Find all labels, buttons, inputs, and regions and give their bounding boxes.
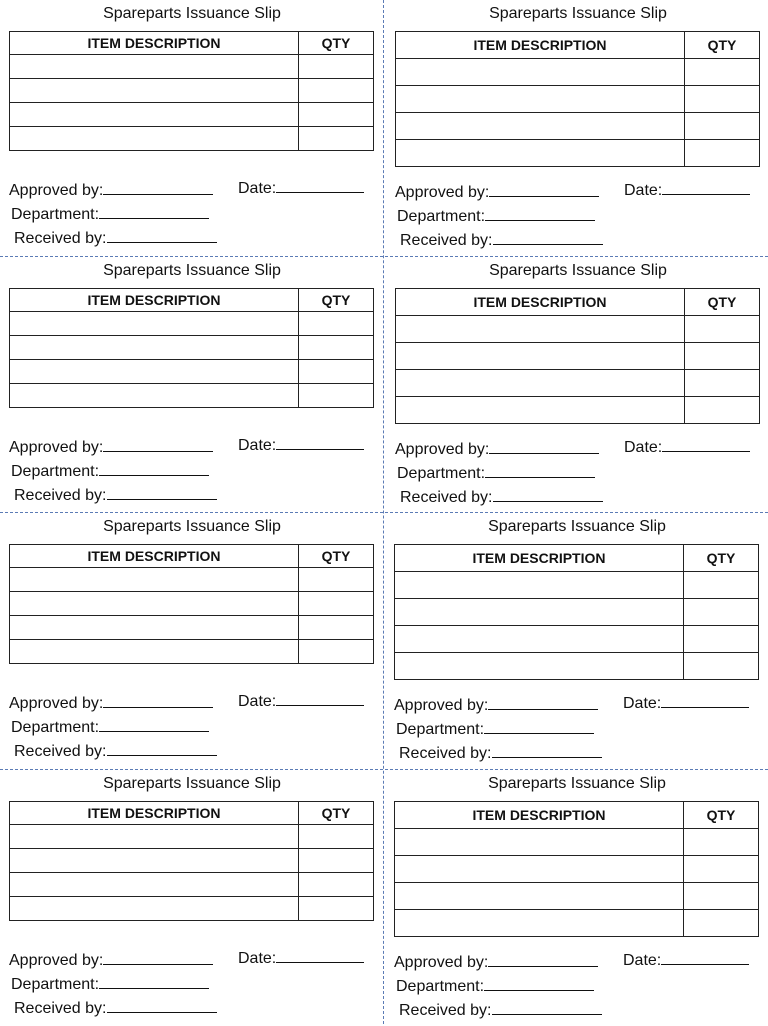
- received-by-field[interactable]: [493, 487, 603, 502]
- approved-by-field[interactable]: [488, 952, 598, 967]
- slip-title: Spareparts Issuance Slip: [103, 5, 281, 22]
- received-by-label: Received by:: [14, 1000, 107, 1017]
- date-line: [238, 691, 364, 712]
- table-row: [10, 825, 374, 849]
- department-line: [11, 204, 209, 225]
- item-description-header: ITEM DESCRIPTION: [10, 32, 299, 55]
- table-row: [10, 360, 374, 384]
- items-table: [9, 288, 374, 408]
- approved-by-field[interactable]: [488, 695, 598, 710]
- item-description-cell[interactable]: [395, 856, 684, 883]
- received-by-line: [14, 998, 217, 1019]
- qty-cell[interactable]: [299, 360, 374, 384]
- date-line: [624, 180, 750, 201]
- approved-by-label: Approved by:: [395, 184, 490, 201]
- table-header-row: [396, 289, 760, 316]
- department-label: Department:: [11, 719, 100, 736]
- received-by-line: [399, 743, 602, 764]
- table-row: [396, 343, 760, 370]
- table-row: [10, 592, 374, 616]
- qty-cell[interactable]: [684, 626, 759, 653]
- received-by-label: Received by:: [400, 489, 493, 506]
- table-header-row: [10, 289, 374, 312]
- date-label: Date:: [624, 439, 663, 456]
- slip-title: Spareparts Issuance Slip: [489, 5, 667, 22]
- qty-cell[interactable]: [685, 316, 760, 343]
- item-description-cell[interactable]: [395, 829, 684, 856]
- issuance-slip: [394, 770, 760, 1026]
- approved-by-field[interactable]: [489, 439, 599, 454]
- approved-by-label: Approved by:: [395, 441, 490, 458]
- table-header-row: [10, 802, 374, 825]
- table-row: [396, 140, 760, 167]
- date-field[interactable]: [276, 178, 364, 193]
- items-table: [9, 801, 374, 921]
- approved-by-field[interactable]: [103, 693, 213, 708]
- approved-by-label: Approved by:: [394, 954, 489, 971]
- department-field[interactable]: [484, 719, 594, 734]
- approved-by-field[interactable]: [489, 182, 599, 197]
- approved-by-line: [9, 180, 213, 201]
- item-description-cell[interactable]: [10, 616, 299, 640]
- item-description-cell[interactable]: [10, 384, 299, 408]
- items-table: [394, 801, 759, 937]
- table-row: [395, 572, 759, 599]
- department-line: [11, 461, 209, 482]
- date-line: [624, 437, 750, 458]
- item-description-cell[interactable]: [10, 873, 299, 897]
- item-description-cell[interactable]: [396, 59, 685, 86]
- received-by-label: Received by:: [14, 743, 107, 760]
- qty-cell[interactable]: [684, 883, 759, 910]
- department-label: Department:: [397, 208, 486, 225]
- received-by-field[interactable]: [107, 741, 217, 756]
- item-description-cell[interactable]: [10, 79, 299, 103]
- item-description-header: ITEM DESCRIPTION: [396, 289, 685, 316]
- table-row: [396, 86, 760, 113]
- department-line: [11, 974, 209, 995]
- item-description-header: ITEM DESCRIPTION: [10, 545, 299, 568]
- table-row: [396, 370, 760, 397]
- table-row: [10, 79, 374, 103]
- qty-cell[interactable]: [299, 897, 374, 921]
- item-description-cell[interactable]: [395, 910, 684, 937]
- date-field[interactable]: [661, 693, 749, 708]
- approved-by-label: Approved by:: [394, 697, 489, 714]
- department-label: Department:: [11, 463, 100, 480]
- qty-cell[interactable]: [299, 336, 374, 360]
- table-row: [395, 856, 759, 883]
- approved-by-label: Approved by:: [9, 695, 104, 712]
- qty-cell[interactable]: [684, 599, 759, 626]
- qty-header: QTY: [299, 289, 374, 312]
- item-description-cell[interactable]: [396, 316, 685, 343]
- received-by-field[interactable]: [107, 485, 217, 500]
- qty-cell[interactable]: [299, 568, 374, 592]
- slip-title: Spareparts Issuance Slip: [103, 262, 281, 279]
- item-description-header: ITEM DESCRIPTION: [395, 545, 684, 572]
- qty-header: QTY: [684, 545, 759, 572]
- items-table: [394, 544, 759, 680]
- issuance-slip: [9, 257, 375, 513]
- received-by-line: [14, 485, 217, 506]
- item-description-header: ITEM DESCRIPTION: [395, 802, 684, 829]
- issuance-slip: [395, 257, 761, 513]
- table-header-row: [395, 802, 759, 829]
- items-table: [9, 31, 374, 151]
- received-by-field[interactable]: [492, 743, 602, 758]
- qty-cell[interactable]: [685, 86, 760, 113]
- department-line: [11, 717, 209, 738]
- department-field[interactable]: [99, 204, 209, 219]
- department-line: [396, 719, 594, 740]
- qty-cell[interactable]: [299, 103, 374, 127]
- qty-cell[interactable]: [299, 640, 374, 664]
- qty-cell[interactable]: [685, 113, 760, 140]
- department-label: Department:: [397, 465, 486, 482]
- approved-by-label: Approved by:: [9, 439, 104, 456]
- approved-by-line: [9, 693, 213, 714]
- issuance-slip: [9, 513, 375, 769]
- slip-title: Spareparts Issuance Slip: [103, 775, 281, 792]
- table-row: [10, 897, 374, 921]
- date-field[interactable]: [276, 691, 364, 706]
- table-row: [10, 849, 374, 873]
- table-row: [395, 653, 759, 680]
- date-field[interactable]: [276, 948, 364, 963]
- issuance-slip: [394, 513, 760, 769]
- date-line: [623, 693, 749, 714]
- date-label: Date:: [623, 952, 662, 969]
- table-row: [10, 336, 374, 360]
- item-description-cell[interactable]: [396, 397, 685, 424]
- department-field[interactable]: [485, 206, 595, 221]
- department-field[interactable]: [484, 976, 594, 991]
- date-label: Date:: [238, 950, 277, 967]
- item-description-cell[interactable]: [10, 825, 299, 849]
- item-description-cell[interactable]: [10, 568, 299, 592]
- table-row: [396, 113, 760, 140]
- qty-cell[interactable]: [685, 59, 760, 86]
- item-description-cell[interactable]: [396, 86, 685, 113]
- qty-cell[interactable]: [299, 616, 374, 640]
- item-description-cell[interactable]: [395, 626, 684, 653]
- item-description-cell[interactable]: [10, 336, 299, 360]
- approved-by-field[interactable]: [103, 180, 213, 195]
- department-field[interactable]: [99, 717, 209, 732]
- qty-header: QTY: [684, 802, 759, 829]
- item-description-header: ITEM DESCRIPTION: [10, 802, 299, 825]
- department-field[interactable]: [99, 974, 209, 989]
- item-description-cell[interactable]: [396, 370, 685, 397]
- qty-cell[interactable]: [299, 79, 374, 103]
- item-description-cell[interactable]: [10, 640, 299, 664]
- table-row: [10, 568, 374, 592]
- date-line: [623, 950, 749, 971]
- slip-title: Spareparts Issuance Slip: [489, 262, 667, 279]
- received-by-field[interactable]: [107, 228, 217, 243]
- issuance-slip: [9, 0, 375, 256]
- qty-cell[interactable]: [685, 140, 760, 167]
- item-description-cell[interactable]: [10, 127, 299, 151]
- table-row: [10, 103, 374, 127]
- qty-header: QTY: [685, 289, 760, 316]
- department-label: Department:: [396, 978, 485, 995]
- table-header-row: [10, 545, 374, 568]
- table-header-row: [395, 545, 759, 572]
- items-table: [395, 31, 760, 167]
- approved-by-line: [9, 950, 213, 971]
- item-description-header: ITEM DESCRIPTION: [10, 289, 299, 312]
- date-line: [238, 948, 364, 969]
- received-by-line: [14, 741, 217, 762]
- received-by-line: [399, 1000, 602, 1021]
- table-row: [395, 829, 759, 856]
- date-label: Date:: [238, 437, 277, 454]
- item-description-cell[interactable]: [10, 312, 299, 336]
- qty-cell[interactable]: [684, 829, 759, 856]
- received-by-label: Received by:: [14, 230, 107, 247]
- received-by-field[interactable]: [493, 230, 603, 245]
- qty-cell[interactable]: [684, 910, 759, 937]
- table-row: [395, 599, 759, 626]
- item-description-cell[interactable]: [395, 599, 684, 626]
- qty-cell[interactable]: [299, 127, 374, 151]
- table-row: [395, 910, 759, 937]
- items-table: [395, 288, 760, 424]
- department-label: Department:: [11, 976, 100, 993]
- qty-cell[interactable]: [684, 653, 759, 680]
- department-field[interactable]: [485, 463, 595, 478]
- received-by-line: [14, 228, 217, 249]
- received-by-field[interactable]: [492, 1000, 602, 1015]
- qty-cell[interactable]: [299, 384, 374, 408]
- table-row: [395, 883, 759, 910]
- received-by-field[interactable]: [107, 998, 217, 1013]
- date-field[interactable]: [276, 435, 364, 450]
- table-row: [10, 127, 374, 151]
- issuance-slip: [395, 0, 761, 256]
- item-description-cell[interactable]: [10, 592, 299, 616]
- item-description-cell[interactable]: [396, 113, 685, 140]
- items-table: [9, 544, 374, 664]
- received-by-line: [400, 230, 603, 251]
- qty-header: QTY: [299, 545, 374, 568]
- qty-cell[interactable]: [685, 370, 760, 397]
- date-label: Date:: [623, 695, 662, 712]
- table-row: [10, 312, 374, 336]
- table-header-row: [10, 32, 374, 55]
- qty-header: QTY: [299, 32, 374, 55]
- table-header-row: [396, 32, 760, 59]
- qty-cell[interactable]: [299, 55, 374, 79]
- qty-cell[interactable]: [299, 592, 374, 616]
- table-row: [10, 384, 374, 408]
- qty-cell[interactable]: [684, 856, 759, 883]
- received-by-label: Received by:: [399, 745, 492, 762]
- item-description-cell[interactable]: [395, 883, 684, 910]
- item-description-cell[interactable]: [395, 653, 684, 680]
- item-description-cell[interactable]: [10, 849, 299, 873]
- table-row: [395, 626, 759, 653]
- table-row: [10, 873, 374, 897]
- item-description-header: ITEM DESCRIPTION: [396, 32, 685, 59]
- table-row: [10, 55, 374, 79]
- approved-by-label: Approved by:: [9, 182, 104, 199]
- table-row: [10, 616, 374, 640]
- qty-cell[interactable]: [684, 572, 759, 599]
- date-line: [238, 178, 364, 199]
- department-line: [397, 463, 595, 484]
- table-row: [10, 640, 374, 664]
- item-description-cell[interactable]: [10, 360, 299, 384]
- qty-cell[interactable]: [299, 849, 374, 873]
- received-by-line: [400, 487, 603, 508]
- table-row: [396, 59, 760, 86]
- received-by-label: Received by:: [400, 232, 493, 249]
- slip-title: Spareparts Issuance Slip: [488, 518, 666, 535]
- approved-by-line: [394, 952, 598, 973]
- item-description-cell[interactable]: [10, 897, 299, 921]
- item-description-cell[interactable]: [395, 572, 684, 599]
- date-label: Date:: [624, 182, 663, 199]
- approved-by-line: [395, 439, 599, 460]
- date-field[interactable]: [662, 437, 750, 452]
- date-label: Date:: [238, 180, 277, 197]
- item-description-cell[interactable]: [10, 55, 299, 79]
- qty-cell[interactable]: [299, 873, 374, 897]
- date-field[interactable]: [661, 950, 749, 965]
- department-field[interactable]: [99, 461, 209, 476]
- date-label: Date:: [238, 693, 277, 710]
- received-by-label: Received by:: [399, 1002, 492, 1019]
- issuance-slip: [9, 770, 375, 1026]
- qty-cell[interactable]: [685, 397, 760, 424]
- qty-cell[interactable]: [685, 343, 760, 370]
- item-description-cell[interactable]: [396, 343, 685, 370]
- department-line: [397, 206, 595, 227]
- approved-by-line: [394, 695, 598, 716]
- item-description-cell[interactable]: [396, 140, 685, 167]
- qty-header: QTY: [685, 32, 760, 59]
- approved-by-field[interactable]: [103, 950, 213, 965]
- approved-by-line: [9, 437, 213, 458]
- date-line: [238, 435, 364, 456]
- item-description-cell[interactable]: [10, 103, 299, 127]
- department-label: Department:: [396, 721, 485, 738]
- slip-title: Spareparts Issuance Slip: [103, 518, 281, 535]
- department-line: [396, 976, 594, 997]
- qty-cell[interactable]: [299, 825, 374, 849]
- table-row: [396, 316, 760, 343]
- approved-by-field[interactable]: [103, 437, 213, 452]
- table-row: [396, 397, 760, 424]
- approved-by-label: Approved by:: [9, 952, 104, 969]
- qty-cell[interactable]: [299, 312, 374, 336]
- received-by-label: Received by:: [14, 487, 107, 504]
- qty-header: QTY: [299, 802, 374, 825]
- date-field[interactable]: [662, 180, 750, 195]
- approved-by-line: [395, 182, 599, 203]
- slip-title: Spareparts Issuance Slip: [488, 775, 666, 792]
- department-label: Department:: [11, 206, 100, 223]
